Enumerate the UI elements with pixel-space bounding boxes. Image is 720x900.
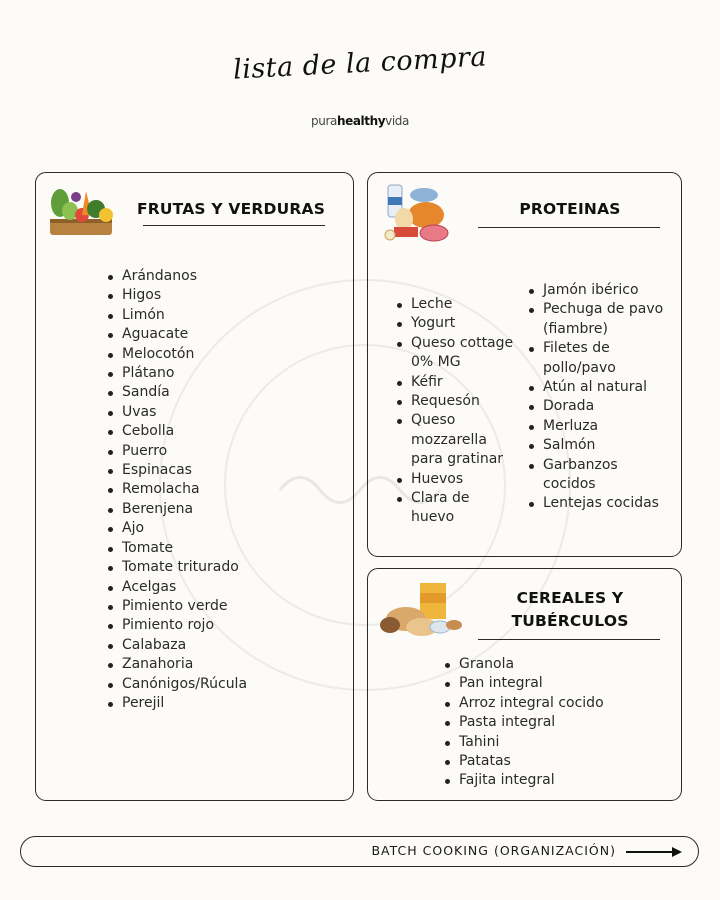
list-item: Limón [108,306,338,325]
proteinas-list-left [397,295,517,528]
list-item: Merluza [529,417,669,436]
list-item: Puerro [108,442,338,461]
list-item: Tahini [445,733,665,752]
list-item: Queso mozzarella para gratinar [397,411,517,469]
arrow-right-icon [626,845,684,859]
list-item: Perejil [108,694,338,713]
cereales-list [445,655,665,791]
brand-logo [0,114,720,128]
list-item: Salmón [529,436,669,455]
frutas-list [108,267,338,713]
list-item: Arándanos [108,267,338,286]
batch-cooking-link[interactable] [20,836,699,867]
cereales-title-line2: TUBÉRCULOS [511,612,629,630]
list-item: Zanahoria [108,655,338,674]
frutas-title-rule [143,225,325,226]
list-item: Filetes de pollo/pavo [529,339,669,378]
list-item: Fajita integral [445,771,665,790]
vegetables-basket-icon [46,183,118,239]
list-item: Atún al natural [529,378,669,397]
protein-foods-icon [382,181,454,243]
cereales-title-rule [478,639,660,640]
list-item: Melocotón [108,345,338,364]
list-item: Garbanzos cocidos [529,456,669,495]
list-item: Requesón [397,392,517,411]
proteinas-title: PROTEINAS [519,200,621,218]
list-item: Granola [445,655,665,674]
list-item: Lentejas cocidas [529,494,669,513]
list-item: Berenjena [108,500,338,519]
page-title: lista de la compra [232,41,488,86]
proteinas-title-rule [478,227,660,228]
batch-cooking-label: BATCH COOKING (ORGANIZACIÓN) [371,843,616,858]
list-item: Pechuga de pavo (fiambre) [529,300,669,339]
frutas-title: FRUTAS Y VERDURAS [136,200,326,218]
list-item: Tomate triturado [108,558,338,577]
list-item: Uvas [108,403,338,422]
list-item: Dorada [529,397,669,416]
list-item: Canónigos/Rúcula [108,675,338,694]
cereales-card [367,568,682,801]
list-item: Pimiento rojo [108,616,338,635]
list-item: Aguacate [108,325,338,344]
list-item: Ajo [108,519,338,538]
frutas-verduras-card [35,172,354,801]
list-item: Cebolla [108,422,338,441]
list-item: Higos [108,286,338,305]
list-item: Espinacas [108,461,338,480]
list-item: Plátano [108,364,338,383]
list-item: Queso cottage 0% MG [397,334,517,373]
proteinas-list-right [529,281,669,514]
list-item: Leche [397,295,517,314]
list-item: Jamón ibérico [529,281,669,300]
cereales-title [480,587,660,633]
list-item: Arroz integral cocido [445,694,665,713]
list-item: Kéfir [397,373,517,392]
cereales-title-line1: CEREALES Y [516,589,624,607]
list-item: Calabaza [108,636,338,655]
bread-cereal-icon [378,581,468,641]
list-item: Remolacha [108,480,338,499]
brand-part-1: pura [311,114,337,128]
list-item: Yogurt [397,314,517,333]
brand-part-3: vida [385,114,409,128]
list-item: Sandía [108,383,338,402]
list-item: Acelgas [108,578,338,597]
list-item: Tomate [108,539,338,558]
list-item: Pan integral [445,674,665,693]
list-item: Clara de huevo [397,489,517,528]
proteinas-card [367,172,682,557]
list-item: Pimiento verde [108,597,338,616]
list-item: Patatas [445,752,665,771]
list-item: Pasta integral [445,713,665,732]
brand-part-2: healthy [336,114,386,128]
list-item: Huevos [397,470,517,489]
